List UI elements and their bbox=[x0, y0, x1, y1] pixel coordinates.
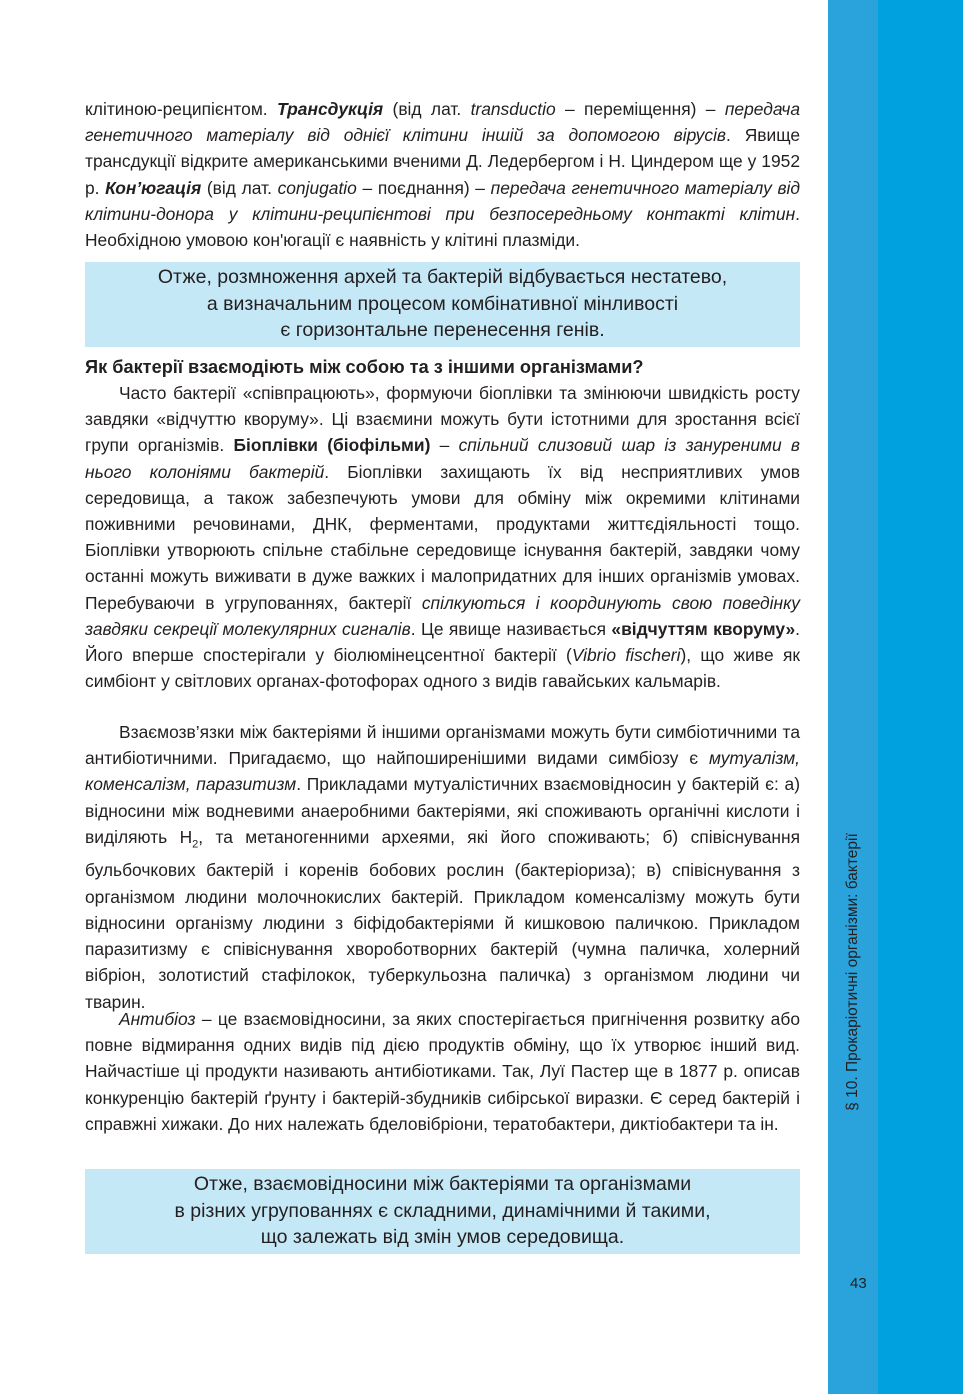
sidebar-section-title: § 10. Прокаріотичні організми: бактерії bbox=[844, 833, 861, 1111]
definition-transduction: передача генетичного матеріалу від однієї клітини іншій за допомогою вірусів bbox=[85, 99, 801, 146]
sidebar-gap bbox=[826, 0, 828, 1394]
paragraph-antibiosis: Антибіоз – це взаємовідносини, за яких спостерігається пригнічення розвитку або повне відмирання одних видів під дією продуктів обміну, що їх утворює інший вид. Найчастіше ці продукти називають антибіотиками. Так, Луї Пастер ще в 1877 р. описав конкуренцію бактерій ґрунту і бактерій-збудників сибірської виразки. Є серед бактерій і справжні хижаки. До них належать бделовібріони, тератобактери, диктіобактери та ін. bbox=[85, 1009, 800, 1134]
summary-box-relations: Отже, взаємовідносини між бактеріями та організмами в різних угрупованнях є складними, динамічними й такими, що залежать від змін умов середовища. bbox=[85, 1169, 800, 1254]
sidebar-stripe-light bbox=[828, 0, 878, 1394]
definition-biofilms: спільний слизовий шар із зануреними в нього колоніями бактерій bbox=[85, 435, 800, 482]
paragraph-symbiosis: Взаємозв’язки між бактеріями й іншими організмами можуть бути симбіотичними та антибіотичними. Пригадаємо, що найпоширенішими видами симбіозу є мутуалізм, коменсалізм, паразитизм. Прикладами мутуалістичних взаємовідносин у бактерій є: а) відносини між водневими анаеробними бактеріями, які споживають органічні кислоти і виділяють $H_2$, та метаногенними археями, які його споживають; б) співіснування бульбочкових бактерій і коренів бобових рослин (бактеріориза); в) співіснування з організмом людини молочнокислих бактерій. Прикладом коменсалізму можуть бути відносини організму людини з біфідобактеріями й кишковою паличкою. Прикладом паразитизму є співіснування хвороботворних бактерій (чумна паличка, холерний вібріон, золотистий стафілокок, туберкульозна паличка) з організмом людини чи тварин. bbox=[85, 722, 801, 1012]
term-biofilms: Біоплівки (біофільми) bbox=[233, 435, 431, 456]
term-antibiosis: Антибіоз bbox=[119, 1009, 196, 1029]
term-conjugation: Кон’югація bbox=[105, 177, 202, 198]
definition-conjugation: передача генетичного матеріалу від клітини-донора у клітини-реципієнтові при безпосередньому контакті клітин bbox=[85, 177, 800, 224]
term-symbiosis-types: мутуалізм, коменсалізм, паразитизм bbox=[85, 748, 800, 795]
paragraph-transduction: клітиною-реципієнтом. Трансдукція (від лат. transductio – переміщення) – передача генетичного матеріалу від однієї клітини іншій за допомогою вірусів. Явище трансдукції відкрите американськими вченими Д. Ледербергом і Н. Циндером ще у 1952 р. Кон’югація (від лат. conjugatio – поєднання) – передача генетичного матеріалу від клітини-донора у клітини-реципієнтові при безпосередньому контакті клітин. Необхідною умовою кон'югації є наявність у клітині плазміди. bbox=[85, 99, 801, 251]
paragraph-biofilms: Часто бактерії «співпрацюють», формуючи біоплівки та змінюючи швидкість росту завдяки «відчуттю кворуму». Ці взаємини можуть бути істотними для зростання всієї групи організмів. Біоплівки (біофільми) – спільний слизовий шар із зануреними в нього колоніями бактерій. Біоплівки захищають їх від несприятливих умов середовища, а також забезпечують умови для обміну між окремими клітинами поживними речовинами, ДНК, ферментами, продуктами життєдіяльності тощо. Біоплівки утворюють спільне стабільне середовище існування бактерій, завдяки чому останні можуть виживати в дуже важких і малопридатних для інших організмів умовах. Перебуваючи в угрупованнях, бактерії спілкуються і координують свою поведінку завдяки секреції молекулярних сигналів. Це явище називається «відчуттям кворуму». Його вперше спостерігали у біолюмінецсентної бактерії (Vibrio fischeri), що живе як симбіонт у світлових органах-фотофорах одного з видів гавайських кальмарів. bbox=[85, 383, 801, 692]
sidebar-stripe-dark bbox=[878, 0, 963, 1394]
section-heading: Як бактерії взаємодіють між собою та з іншими організмами? bbox=[85, 357, 644, 377]
summary-box-reproduction: Отже, розмноження архей та бактерій відбувається нестатево, а визначальним процесом комбінативної мінливості є горизонтальне перенесення генів. bbox=[85, 262, 800, 347]
term-quorum-sensing: «відчуттям кворуму» bbox=[611, 618, 796, 639]
page-number: 43 bbox=[850, 1275, 867, 1292]
term-transduction: Трансдукція bbox=[276, 99, 384, 119]
